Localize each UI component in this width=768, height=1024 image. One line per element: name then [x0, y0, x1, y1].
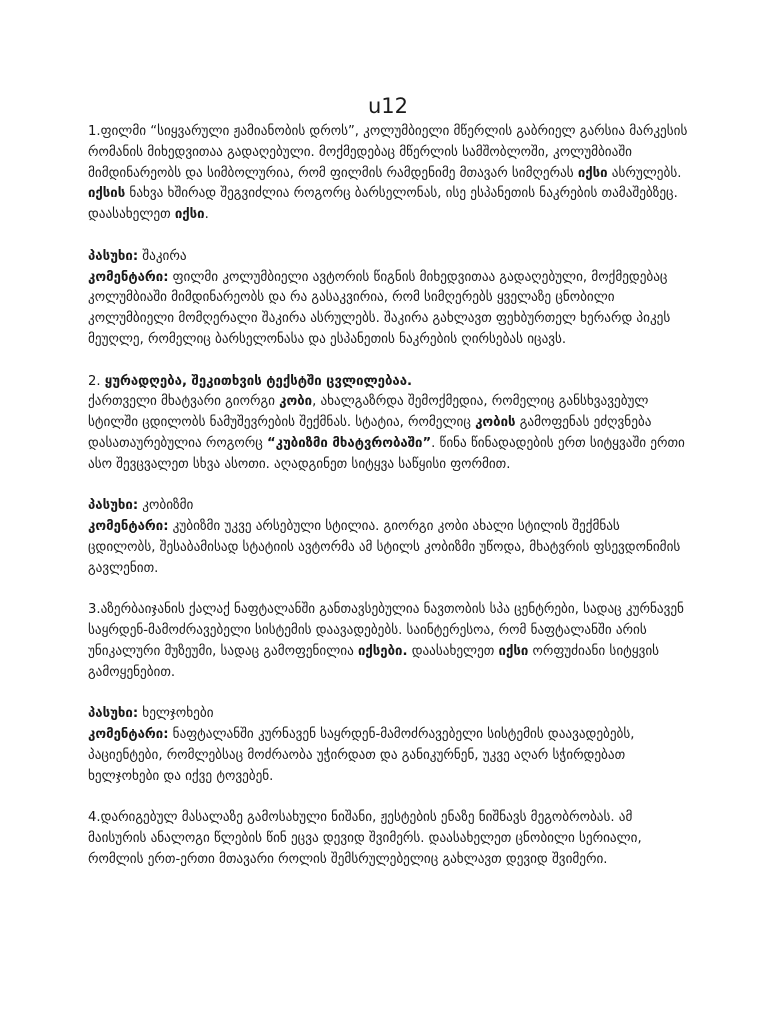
question-text-segment: .: [204, 207, 209, 223]
bold-term: კობი: [279, 394, 313, 410]
question-text-segment: დაასახელეთ: [407, 643, 499, 659]
question-text-segment: 3.აზერბაიჯანის ქალაქ ნაფტალანში განთავსებულია ნავთობის სპა ცენტრები, სადაც კურნავენ საყრდენ-მამოძრავებელი სისტემის დაავადებებს. საინტერესოა, რომ ნაფტალანში არის უნიკალური მუზეუმი, სადაც გამოფენილია: [88, 602, 684, 659]
answer-text: კობიზმი: [138, 498, 194, 514]
bold-term: კობის: [475, 415, 516, 431]
paragraph-gap: [88, 788, 688, 809]
document-page: [88, 92, 688, 871]
bold-term: იქსი: [577, 165, 608, 181]
bold-notice: ყურადღება, შეკითხვის ტექსტში ცვლილებაა.: [104, 373, 413, 389]
comment-3: [88, 725, 688, 787]
paragraph-gap: [88, 476, 688, 497]
question-text-segment: ორფუძიანი სიტყვის გამოყენებით.: [88, 643, 660, 680]
answer-2: [88, 496, 688, 517]
question-text-segment: გამოფენას ეძღვნება დასათაურებულია როგორც: [88, 415, 652, 451]
question-4-text: 4.დარიგებულ მასალაზე გამოსახული ნიშანი, ჟესტების ენაზე ნიშნავს მეგობრობას. ამ მაისურის ანალოგი წლების წინ ეცვა დევიდ შვიმერს. დაასახელეთ ცნობილი სერიალი, რომლის ერთ-ერთი მთავარი როლის შემსრულებელიც გახლავთ დევიდ შვიმერი.: [88, 810, 642, 867]
paragraph-gap: [88, 580, 688, 601]
comment-label: კომენტარი:: [88, 519, 169, 535]
question-number: 2.: [88, 373, 105, 389]
comment-label: კომენტარი:: [88, 727, 169, 743]
bold-term: იქსები.: [358, 643, 408, 659]
comment-text: ფილმი კოლუმბიელი ავტორის წიგნის მიხედვითაა გადაღებული, მოქმედებაც კოლუმბიაში მიმდინარეობს და რა გასაკვირია, რომ სიმღერებს ყველაზე ცნობილი კოლუმბიელი მომღერალი შაკირა ასრულებს. შაკირა გახლავთ ფეხბურთელ ხერარდ პიკეს მეუღლე, რომელიც ბარსელონასა და ესპანეთის ნაკრების ღირსებას იცავს.: [88, 269, 671, 347]
question-3-text: [88, 600, 688, 683]
answer-text: შაკირა: [138, 248, 187, 264]
answer-label: პასუხი:: [88, 498, 139, 514]
bold-term: იქსის: [88, 186, 126, 202]
paragraph-gap: [88, 351, 688, 372]
comment-text: კუბიზმი უკვე არსებული სტილია. გიორგი კობი ახალი სტილის შექმნას ცდილობს, შესაბამისად სტატიის ავტორმა ამ სტილს კობიზმი უწოდა, მხატვრის ფსევდონიმის გავლენით.: [88, 519, 681, 576]
comment-1: [88, 268, 688, 351]
question-text-segment: 1.ფილმი “სიყვარული ჟამიანობის დროს”, კოლუმბიელი მწერლის გაბრიელ გარსია მარკესის რომანის მიხედვითაა გადაღებული. მოქმედებაც მწერლის სამშობლოში, კოლუმბიაში მიმდინარეობს და სიმბოლურია, რომ ფილმის რამდენიმე მთავარ სიმღერას: [88, 124, 688, 181]
bold-term: იქსი: [498, 643, 529, 659]
answer-label: პასუხი:: [88, 706, 139, 722]
answer-text: ხელჯოხები: [138, 706, 214, 722]
comment-2: [88, 517, 688, 579]
bold-term: იქსი: [174, 207, 205, 223]
question-text-segment: ასრულებს.: [607, 165, 682, 181]
comment-text: ნაფტალანში კურნავენ საყრდენ-მამოძრავებელი სისტემის დაავადებებს, პაციენტები, რომლებსაც მოძრაობა უჭირდათ და განიკურნენ, უკვე აღარ სჭირდებათ ხელჯოხები და იქვე ტოვებენ.: [88, 727, 635, 784]
bold-term: “კუბიზმი მხატვრობაში”: [267, 435, 432, 451]
comment-label: კომენტარი:: [88, 269, 169, 285]
document-title: u12: [367, 94, 409, 118]
question-text-segment: , ახალგაზრდა შემოქმედია, რომელიც განსხვავებულ სტილში ცდილობს ნამუშევრების შექმნას. სტატია, რომელიც: [88, 394, 649, 431]
question-text-segment: . წინა წინადადების ერთ სიტყვაში ერთი ასო შევცვალეთ სხვა ასოთი. აღადგინეთ სიტყვა საწყისი ფორმით.: [88, 435, 685, 472]
question-2-header: [88, 372, 688, 393]
paragraph-gap: [88, 226, 688, 247]
paragraph-gap: [88, 684, 688, 705]
question-1-text: [88, 122, 688, 226]
question-text-segment: ნახვა ხშირად შეგვიძლია როგორც ბარსელონას, ისე ესპანეთის ნაკრების თამაშებზეც. დაასახელეთ: [88, 186, 678, 223]
answer-1: [88, 247, 688, 268]
question-2-text: [88, 392, 688, 475]
answer-3: [88, 704, 688, 725]
question-text-segment: ქართველი მხატვარი გიორგი: [88, 394, 280, 410]
answer-label: პასუხი:: [88, 248, 139, 264]
